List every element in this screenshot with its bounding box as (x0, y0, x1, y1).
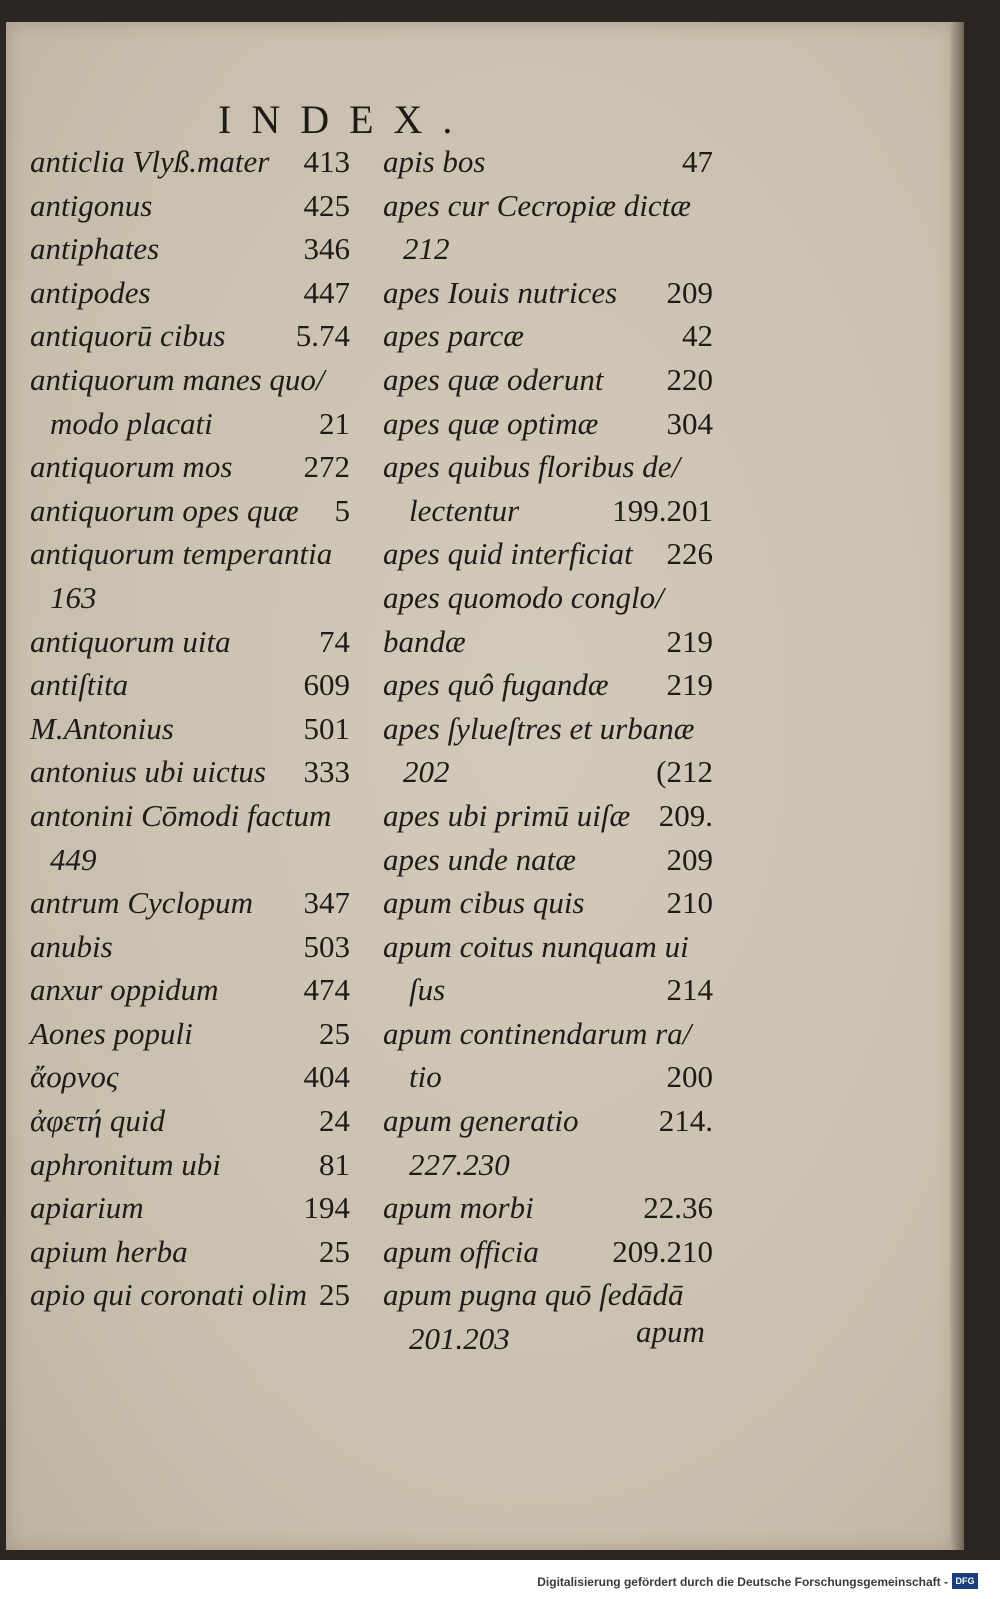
index-entry (383, 1230, 713, 1274)
index-entry (383, 271, 713, 315)
index-entry (383, 576, 713, 620)
index-entry (30, 750, 350, 794)
index-term: antiquorū cibus (30, 318, 226, 354)
index-entry (30, 707, 350, 751)
page-reference: 209 (666, 274, 713, 310)
index-entry (30, 1143, 350, 1187)
page-reference: 272 (303, 449, 350, 485)
index-term: antrum Cyclopum (30, 885, 254, 921)
index-entry (383, 1012, 713, 1056)
page-reference: 413 (303, 144, 350, 179)
index-entry (383, 968, 713, 1012)
index-term: apes quæ optimæ (383, 405, 599, 441)
index-term: antonini Cōmodi factum (30, 797, 332, 833)
index-term: antigonus (30, 187, 153, 223)
index-term: antiquorum temperantia (30, 536, 333, 572)
index-entry (383, 1273, 713, 1317)
index-term: lectentur (409, 492, 520, 528)
index-term: apes quomodo conglo/ (383, 579, 664, 615)
index-term: anxur oppidum (30, 972, 219, 1008)
index-entry (30, 1099, 350, 1143)
index-entry (30, 663, 350, 707)
page-reference: (212 (656, 754, 713, 790)
index-entry (383, 358, 713, 402)
index-entry (383, 314, 713, 358)
index-entry (383, 1186, 713, 1230)
index-entry (30, 1055, 350, 1099)
index-entry (30, 445, 350, 489)
digitization-footer (0, 1567, 1000, 1599)
index-entry (383, 1055, 713, 1099)
index-term: M.Antonius (30, 710, 174, 746)
index-term: Aones populi (30, 1015, 193, 1051)
page-reference: 333 (303, 754, 350, 790)
index-term: anubis (30, 928, 113, 964)
page-reference: 214. (658, 1103, 713, 1139)
index-entry (30, 489, 350, 533)
index-entry (30, 925, 350, 969)
index-term: apes parcæ (383, 318, 524, 354)
page-reference: 24 (319, 1103, 350, 1139)
page-reference: 194 (303, 1190, 350, 1226)
page-reference: 22.36 (643, 1190, 713, 1226)
index-entry (383, 925, 713, 969)
page-reference: 81 (319, 1146, 350, 1182)
index-entry (30, 968, 350, 1012)
index-entry (383, 620, 713, 664)
index-term: antiquorum manes quo/ (30, 361, 325, 397)
index-term: apes cur Cecropiæ dictæ (383, 187, 691, 223)
index-entry (383, 402, 713, 446)
index-term: 227.230 (409, 1146, 510, 1182)
page-reference: 42 (682, 318, 713, 354)
index-term: modo placati (50, 405, 213, 441)
index-entry (30, 227, 350, 271)
index-entry (383, 838, 713, 882)
page-reference: 347 (303, 885, 350, 921)
index-term: antiquorum opes quæ (30, 492, 299, 528)
index-entry (30, 140, 350, 184)
page-edge (950, 22, 964, 1550)
index-entry (383, 184, 713, 228)
index-term: ſus (409, 972, 446, 1008)
index-term: 202 (403, 754, 450, 790)
index-term: apum coitus nunquam ui (383, 928, 689, 964)
index-term: apes Iouis nutrices (383, 274, 618, 310)
index-entry (383, 1143, 713, 1187)
page-reference: 219 (666, 623, 713, 659)
index-entry (30, 358, 350, 402)
page-reference: 404 (303, 1059, 350, 1095)
index-term: bandæ (383, 623, 466, 659)
index-entry (383, 663, 713, 707)
page-reference: 447 (303, 274, 350, 310)
page-reference: 47 (682, 144, 713, 179)
index-column-right (383, 140, 713, 1361)
index-term: apes ubi primū uiſæ (383, 797, 631, 833)
index-term: anticlia Vlyß.mater (30, 144, 270, 179)
index-term: apes quid interficiat (383, 536, 633, 572)
page-reference: 219 (666, 667, 713, 703)
index-entry (30, 402, 350, 446)
index-entry (30, 1012, 350, 1056)
index-entry (30, 881, 350, 925)
index-entry (383, 140, 713, 184)
index-term: 449 (50, 841, 97, 877)
page-reference: 210 (666, 885, 713, 921)
page-reference: 226 (666, 536, 713, 572)
catchword: apum (636, 1314, 705, 1349)
index-entry (30, 838, 350, 882)
index-term: antiſtita (30, 667, 129, 703)
page-reference: 220 (666, 361, 713, 397)
dfg-logo: DFG (952, 1573, 978, 1589)
running-head: INDEX. (218, 97, 473, 142)
index-column-left (30, 140, 350, 1317)
index-term: apis bos (383, 144, 486, 179)
index-term: antonius ubi uictus (30, 754, 266, 790)
index-entry (383, 227, 713, 271)
index-entry (30, 576, 350, 620)
index-term: antiquorum uita (30, 623, 231, 659)
page-reference: 503 (303, 928, 350, 964)
index-term: aphronitum ubi (30, 1146, 221, 1182)
index-entry (383, 881, 713, 925)
index-term: antiphates (30, 231, 160, 267)
page-reference: 5.74 (295, 318, 350, 354)
page-reference: 199.201 (612, 492, 713, 528)
page-reference: 474 (303, 972, 350, 1008)
index-entry (383, 532, 713, 576)
index-term: ἄορνος (30, 1059, 119, 1095)
page-reference: 214 (666, 972, 713, 1008)
index-entry (30, 1186, 350, 1230)
index-term: apes quô fugandæ (383, 667, 609, 703)
index-term: 212 (403, 231, 450, 267)
page-reference: 21 (319, 405, 350, 441)
page-reference: 209. (658, 797, 713, 833)
page-reference: 209.210 (612, 1233, 713, 1269)
index-entry (30, 794, 350, 838)
index-term: apes ſylueſtres et urbanæ (383, 710, 695, 746)
page-reference: 74 (319, 623, 350, 659)
index-term: apum pugna quō ſedādā (383, 1277, 684, 1313)
index-term: tio (409, 1059, 442, 1095)
page-reference: 25 (319, 1233, 350, 1269)
page-reference: 609 (303, 667, 350, 703)
index-term: apes unde natæ (383, 841, 576, 877)
footer-credit: Digitalisierung gefördert durch die Deutsche Forschungsgemeinschaft - (537, 1575, 948, 1589)
page-reference: 209 (666, 841, 713, 877)
index-term: apes quibus floribus de/ (383, 449, 681, 485)
index-term: apium herba (30, 1233, 188, 1269)
index-term: apum continendarum ra/ (383, 1015, 692, 1051)
index-term: apum morbi (383, 1190, 534, 1226)
page-reference: 25 (319, 1015, 350, 1051)
page-reference: 5 (334, 492, 350, 528)
index-term: ἀφετή quid (30, 1103, 165, 1139)
index-term: apum officia (383, 1233, 539, 1269)
index-entry (30, 1230, 350, 1274)
index-entry (383, 489, 713, 533)
index-entry (383, 750, 713, 794)
index-term: apes quæ oderunt (383, 361, 604, 397)
index-entry (30, 620, 350, 664)
index-entry (30, 184, 350, 228)
index-entry (30, 271, 350, 315)
page-reference: 200 (666, 1059, 713, 1095)
page-reference: 501 (303, 710, 350, 746)
index-term: antiquorum mos (30, 449, 233, 485)
index-term: apio qui coronati olim (30, 1277, 307, 1313)
index-entry (30, 1273, 350, 1317)
index-entry (383, 1099, 713, 1143)
index-term: apum generatio (383, 1103, 579, 1139)
index-term: antipodes (30, 274, 151, 310)
page-reference: 25 (319, 1277, 350, 1313)
index-term: apum cibus quis (383, 885, 585, 921)
index-term: 201.203 (409, 1321, 510, 1357)
index-entry (383, 707, 713, 751)
index-entry (30, 532, 350, 576)
index-entry (383, 794, 713, 838)
page-reference: 346 (303, 231, 350, 267)
index-entry (383, 445, 713, 489)
page-reference: 425 (303, 187, 350, 223)
page-reference: 304 (666, 405, 713, 441)
index-term: 163 (50, 579, 97, 615)
index-term: apiarium (30, 1190, 144, 1226)
index-entry (30, 314, 350, 358)
